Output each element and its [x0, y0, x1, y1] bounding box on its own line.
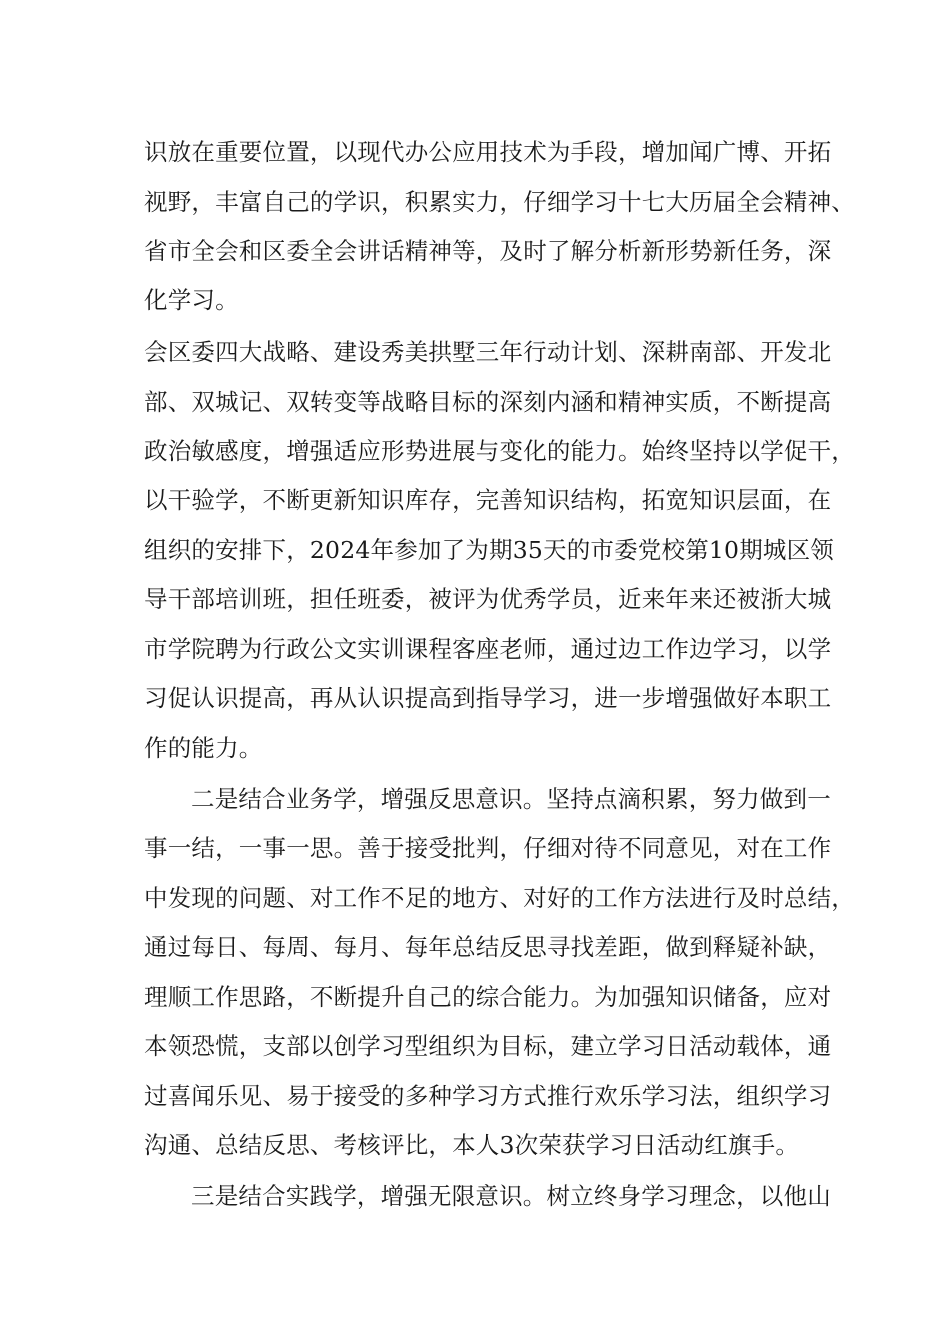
text-line: 沟通、总结反思、考核评比，本人3次荣获学习日活动红旗手。 [144, 1131, 800, 1159]
text-line: 理顺工作思路，不断提升自己的综合能力。为加强知识储备，应对 [144, 983, 832, 1011]
text-line: 省市全会和区委全会讲话精神等，及时了解分析新形势新任务，深 [144, 237, 832, 265]
text-line: 以干验学，不断更新知识库存，完善知识结构，拓宽知识层面，在 [144, 486, 832, 514]
text-line: 习促认识提高，再从认识提高到指导学习，进一步增强做好本职工 [144, 684, 832, 712]
text-line: 部、双城记、双转变等战略目标的深刻内涵和精神实质，不断提高 [144, 388, 832, 416]
text-line: 过喜闻乐见、易于接受的多种学习方式推行欢乐学习法，组织学习 [144, 1082, 832, 1110]
text-line: 组织的安排下，2024年参加了为期35天的市委党校第10期城区领 [144, 536, 835, 564]
text-line: 通过每日、每周、每月、每年总结反思寻找差距，做到释疑补缺， [144, 933, 832, 961]
text-line: 会区委四大战略、建设秀美拱墅三年行动计划、深耕南部、开发北 [144, 338, 832, 366]
text-line: 二是结合业务学，增强反思意识。坚持点滴积累，努力做到一 [191, 785, 831, 813]
text-line: 事一结，一事一思。善于接受批判，仔细对待不同意见，对在工作 [144, 834, 832, 862]
text-line: 本领恐慌，支部以创学习型组织为目标，建立学习日活动载体，通 [144, 1032, 832, 1060]
text-line: 政治敏感度，增强适应形势进展与变化的能力。始终坚持以学促干， [144, 437, 855, 465]
text-line: 市学院聘为行政公文实训课程客座老师，通过边工作边学习，以学 [144, 635, 832, 663]
text-line: 中发现的问题、对工作不足的地方、对好的工作方法进行及时总结， [144, 884, 855, 912]
text-line: 视野，丰富自己的学识，积累实力，仔细学习十七大历届全会精神、 [144, 188, 855, 216]
text-line: 识放在重要位置，以现代办公应用技术为手段，增加闻广博、开拓 [144, 138, 832, 166]
text-line: 三是结合实践学，增强无限意识。树立终身学习理念，以他山 [191, 1182, 831, 1210]
text-line: 导干部培训班，担任班委，被评为优秀学员，近来年来还被浙大城 [144, 585, 832, 613]
text-line: 作的能力。 [144, 734, 263, 762]
text-line: 化学习。 [144, 286, 239, 314]
